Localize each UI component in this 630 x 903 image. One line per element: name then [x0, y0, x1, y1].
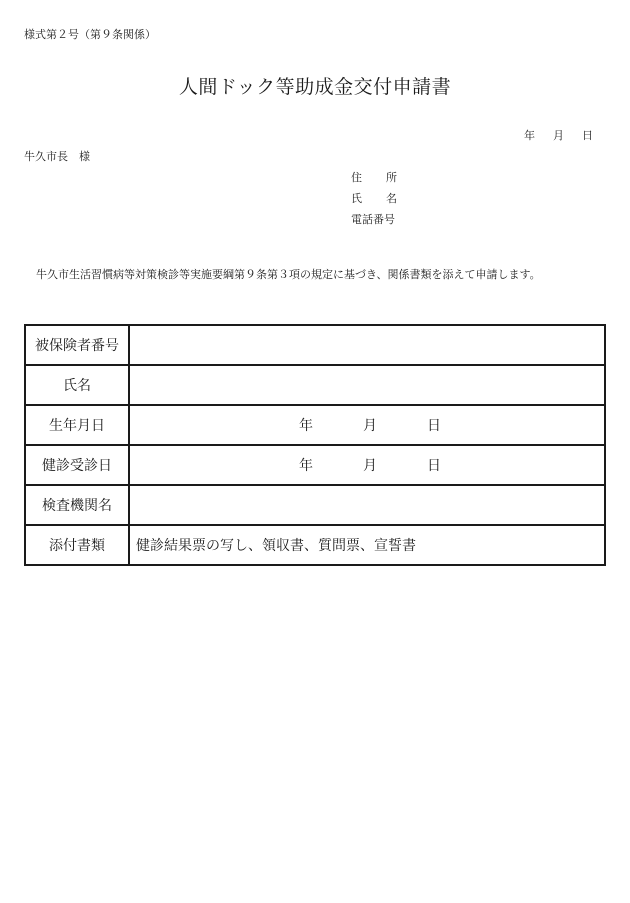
- table-row-attachments: [25, 525, 605, 565]
- name-label-cell: 氏名: [25, 365, 129, 405]
- address-label: 住 所: [351, 171, 397, 184]
- exam-date-label: 健診受診日: [25, 445, 129, 485]
- exam-date-day: 日: [427, 458, 441, 474]
- form-number: 様式第２号（第９条関係）: [24, 28, 156, 41]
- date-day-label: 日: [582, 129, 593, 142]
- attachments-value: 健診結果票の写し、領収書、質問票、宣誓書: [129, 525, 605, 565]
- application-date: [524, 127, 593, 143]
- exam-date-month: 月: [363, 458, 377, 474]
- table-row-exam-date: [25, 445, 605, 485]
- name-field[interactable]: [129, 365, 605, 405]
- phone-row: [351, 209, 397, 230]
- name-label: 氏 名: [351, 192, 397, 205]
- application-table: [24, 324, 606, 566]
- table-row-birthdate: [25, 405, 605, 445]
- birthdate-year: 年: [299, 418, 313, 434]
- attachments-label: 添付書類: [25, 525, 129, 565]
- birthdate-month: 月: [363, 418, 377, 434]
- phone-label: 電話番号: [351, 213, 395, 226]
- birthdate-label: 生年月日: [25, 405, 129, 445]
- birthdate-field[interactable]: [129, 405, 605, 445]
- institution-field[interactable]: [129, 485, 605, 525]
- document-title: 人間ドック等助成金交付申請書: [178, 76, 452, 98]
- institution-label: 検査機関名: [25, 485, 129, 525]
- table-row-name: [25, 365, 605, 405]
- date-year-label: 年: [524, 129, 535, 142]
- application-statement: 牛久市生活習慣病等対策検診等実施要綱第９条第３項の規定に基づき、関係書類を添えて申請します。: [36, 268, 541, 281]
- table-row-institution: [25, 485, 605, 525]
- table-row-insured-number: [25, 325, 605, 365]
- name-row: [351, 188, 397, 209]
- address-row: [351, 167, 397, 188]
- birthdate-day: 日: [427, 418, 441, 434]
- date-month-label: 月: [553, 129, 564, 142]
- exam-date-field[interactable]: [129, 445, 605, 485]
- exam-date-year: 年: [299, 458, 313, 474]
- insured-number-label: 被保険者番号: [25, 325, 129, 365]
- addressee: 牛久市長 様: [24, 150, 90, 163]
- applicant-block: [351, 167, 397, 230]
- insured-number-field[interactable]: [129, 325, 605, 365]
